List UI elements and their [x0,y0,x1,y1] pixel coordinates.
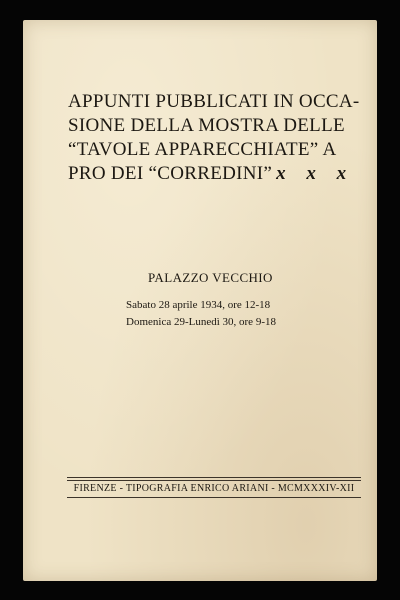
publisher-imprint: FIRENZE - TIPOGRAFIA ENRICO ARIANI - MCMXXXIV-XII [73,483,355,494]
title-line: SIONE DELLA MOSTRA DELLE [68,115,345,136]
schedule-line: Sabato 28 aprile 1934, ore 12-18 [126,299,271,311]
title-line [68,162,368,186]
title-line-text: PRO DEI “CORREDINI” [68,163,273,184]
cover-title [68,90,368,186]
footer-rule-inner [67,480,361,481]
title-line: APPUNTI PUBBLICATI IN OCCA- [68,91,360,112]
schedule [126,297,366,331]
title-ornament: x x x [276,163,355,184]
schedule-line: Domenica 29-Lunedì 30, ore 9-18 [126,316,276,328]
booklet-cover [23,20,377,581]
footer-rule-top [67,477,361,478]
footer-rule-bottom [67,497,361,498]
venue: PALAZZO VECCHIO [148,270,273,285]
title-line: “TAVOLE APPARECCHIATE” A [68,139,337,160]
